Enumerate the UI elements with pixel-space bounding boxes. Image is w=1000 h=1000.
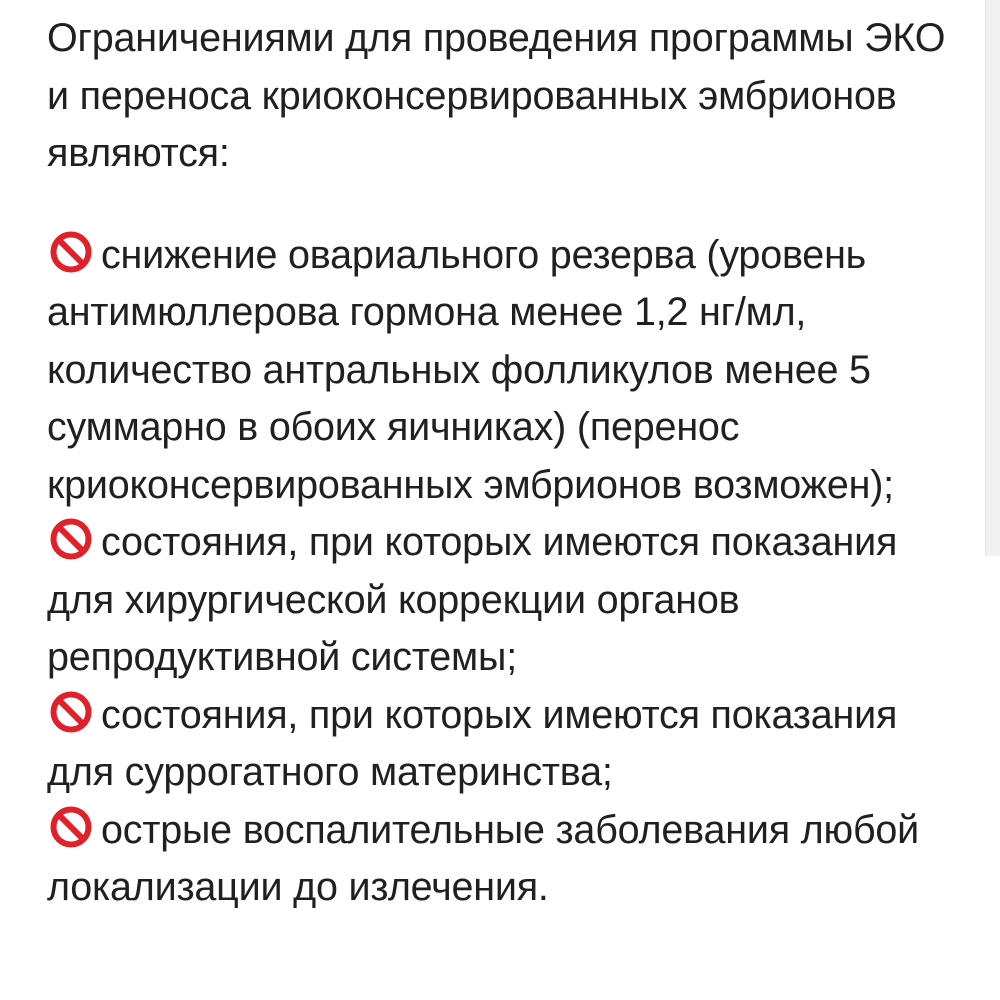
prohibited-icon (47, 230, 101, 274)
restrictions-list (47, 227, 967, 917)
prohibited-icon (47, 690, 101, 734)
list-item (47, 687, 967, 802)
list-item (47, 227, 967, 515)
list-item-text: острые воспалительные заболевания любой локализации до излечения. (47, 807, 920, 909)
scrollbar[interactable] (985, 0, 1000, 556)
post-intro: Ограничениями для проведения программы ЭКО и переноса криоконсервированных эмбрионов являются: (47, 16, 946, 175)
list-item-text: состояния, при которых имеются показания для суррогатного материнства; (47, 692, 898, 794)
list-item (47, 514, 967, 687)
prohibited-icon (47, 517, 101, 561)
post-text (47, 10, 967, 917)
list-item (47, 802, 967, 917)
prohibited-icon (47, 805, 101, 849)
list-item-text: состояния, при которых имеются показания для хирургической коррекции органов репродуктивной системы; (47, 520, 898, 679)
list-item-text: снижение овариального резерва (уровень антимюллерова гормона менее 1,2 нг/мл, количество антральных фолликулов менее 5 суммарно в обоих яичниках) (перенос криоконсервированных эмбрионов возможен); (47, 232, 894, 507)
